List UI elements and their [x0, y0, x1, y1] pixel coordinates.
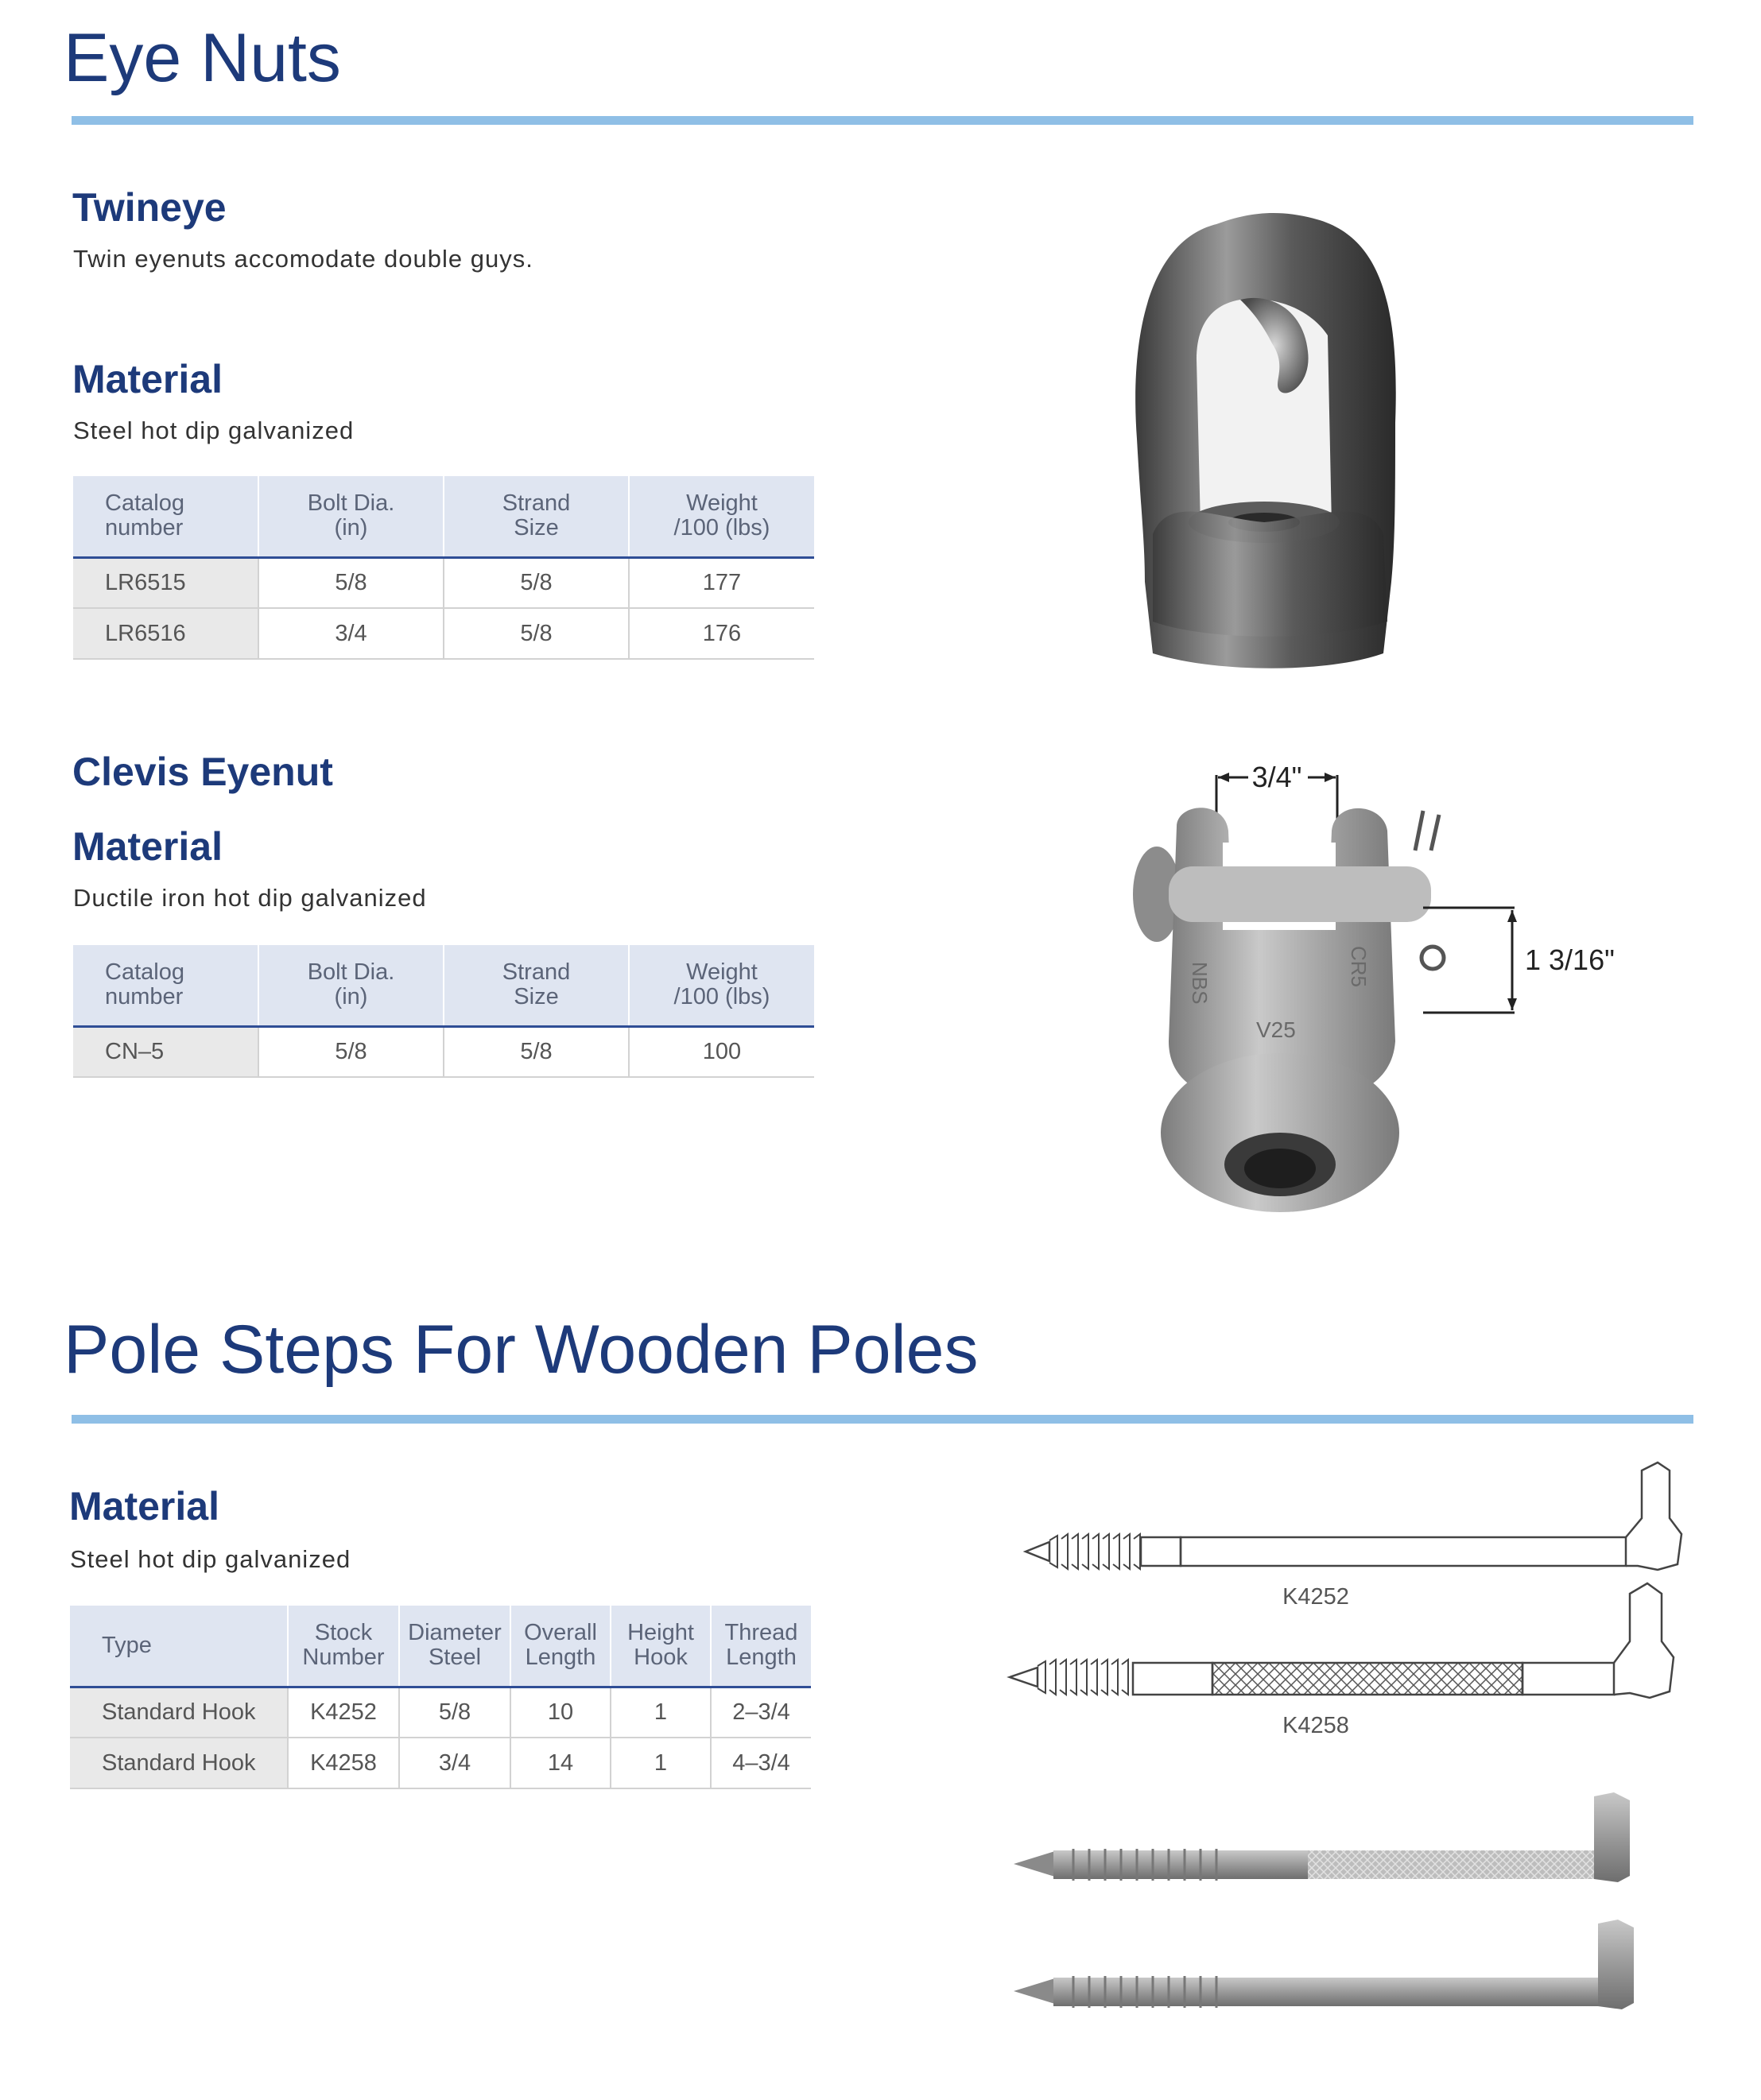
dimension-width-label: 3/4"	[1251, 761, 1302, 793]
column-header: Type	[70, 1606, 288, 1687]
clevis-eyenut-title: Clevis Eyenut	[72, 750, 333, 794]
height-hook-cell: 1	[611, 1738, 711, 1788]
overall-length-cell: 14	[510, 1738, 611, 1788]
column-header: Catalog number	[73, 945, 258, 1026]
type-cell: Standard Hook	[70, 1738, 288, 1788]
twineye-spec-table	[73, 476, 814, 660]
table-header-row	[73, 476, 814, 557]
bolt-dia-cell: 5/8	[258, 1026, 444, 1077]
casting-mark: V25	[1256, 1017, 1296, 1042]
pole-steps-spec-table	[70, 1606, 811, 1789]
table-header-row	[70, 1606, 811, 1687]
column-header: Catalog number	[73, 476, 258, 557]
type-cell: Standard Hook	[70, 1687, 288, 1738]
clevis-spec-table	[73, 945, 814, 1078]
diameter-cell: 5/8	[399, 1687, 510, 1738]
twineye-material: Steel hot dip galvanized	[73, 417, 355, 444]
table-row	[70, 1738, 811, 1788]
clevis-material-label: Material	[72, 824, 223, 869]
strand-size-cell: 5/8	[444, 608, 629, 659]
column-header: Weight /100 (lbs)	[629, 945, 814, 1026]
pole-step-drawings	[1002, 1463, 1638, 1738]
weight-cell: 176	[629, 608, 814, 659]
section-divider	[72, 1415, 1693, 1424]
column-header: Strand Size	[444, 945, 629, 1026]
weight-cell: 177	[629, 557, 814, 608]
pole-step-photo-plain	[1014, 1920, 1634, 2009]
stock-number-cell: K4258	[288, 1738, 399, 1788]
column-header: Height Hook	[611, 1606, 711, 1687]
stock-number-cell: K4252	[288, 1687, 399, 1738]
column-header: Stock Number	[288, 1606, 399, 1687]
table-row	[73, 557, 814, 608]
twineye-description: Twin eyenuts accomodate double guys.	[73, 245, 533, 273]
bolt-dia-cell: 5/8	[258, 557, 444, 608]
drawing-label-k4258: K4258	[1282, 1713, 1349, 1738]
column-header: Bolt Dia. (in)	[258, 945, 444, 1026]
pole-steps-material: Steel hot dip galvanized	[70, 1545, 351, 1573]
weight-cell: 100	[629, 1026, 814, 1077]
height-hook-cell: 1	[611, 1687, 711, 1738]
strand-size-cell: 5/8	[444, 1026, 629, 1077]
diameter-cell: 3/4	[399, 1738, 510, 1788]
column-header: Strand Size	[444, 476, 629, 557]
bolt-dia-cell: 3/4	[258, 608, 444, 659]
clevis-eyenut-image	[1089, 755, 1615, 1248]
overall-length-cell: 10	[510, 1687, 611, 1738]
thread-length-cell: 4–3/4	[711, 1738, 811, 1788]
table-header-row	[73, 945, 814, 1026]
pole-steps-title: Pole Steps For Wooden Poles	[64, 1312, 979, 1388]
drawing-label-k4252: K4252	[1282, 1584, 1349, 1610]
table-row	[70, 1687, 811, 1738]
pole-steps-material-label: Material	[69, 1484, 219, 1529]
dimension-height-label: 1 3/16"	[1525, 943, 1615, 976]
table-row	[73, 1026, 814, 1077]
strand-size-cell: 5/8	[444, 557, 629, 608]
column-header: Bolt Dia. (in)	[258, 476, 444, 557]
twineye-nut-image	[1121, 208, 1415, 669]
column-header: Thread Length	[711, 1606, 811, 1687]
thread-length-cell: 2–3/4	[711, 1687, 811, 1738]
twineye-material-label: Material	[72, 357, 223, 401]
section-divider	[72, 116, 1693, 125]
pole-step-photos	[1010, 1788, 1646, 2051]
pole-step-photo-knurled	[1014, 1792, 1630, 1882]
pole-step-k4252-drawing	[1026, 1463, 1681, 1570]
clevis-material: Ductile iron hot dip galvanized	[73, 884, 427, 912]
catalog-number-cell: LR6516	[73, 608, 258, 659]
column-header: Diameter Steel	[399, 1606, 510, 1687]
column-header: Overall Length	[510, 1606, 611, 1687]
casting-mark: NBS	[1188, 962, 1212, 1005]
twineye-title: Twineye	[72, 185, 227, 230]
table-row	[73, 608, 814, 659]
catalog-number-cell: LR6515	[73, 557, 258, 608]
eye-nuts-title: Eye Nuts	[64, 20, 341, 96]
catalog-number-cell: CN–5	[73, 1026, 258, 1077]
column-header: Weight /100 (lbs)	[629, 476, 814, 557]
casting-mark: CR5	[1347, 946, 1371, 988]
